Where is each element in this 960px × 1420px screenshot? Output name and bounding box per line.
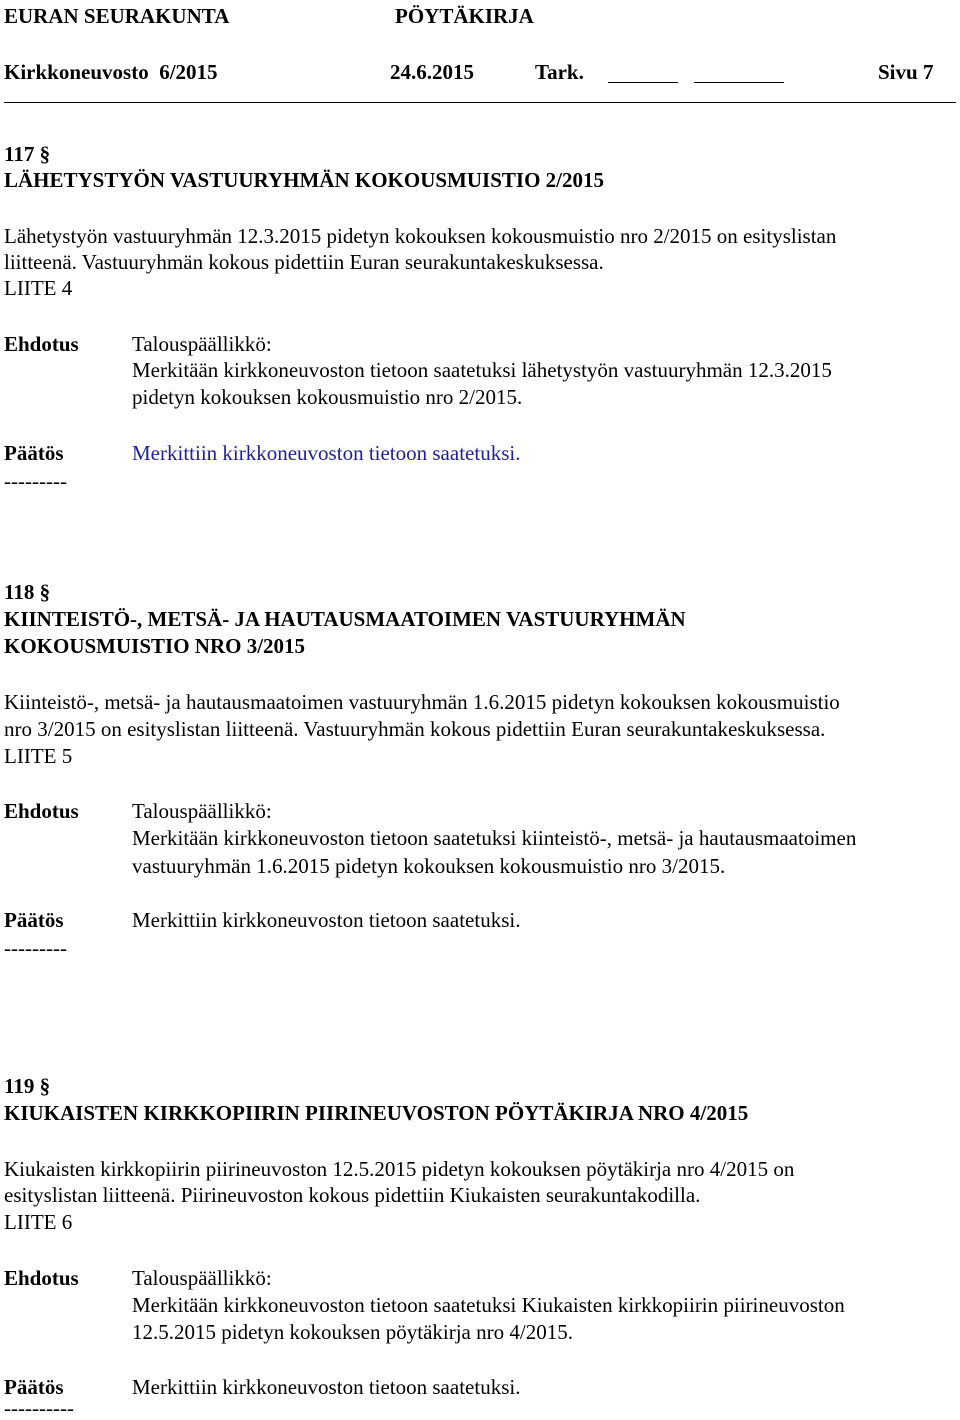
header-date: 24.6.2015 [390,60,474,84]
section-title: KIUKAISTEN KIRKKOPIIRIN PIIRINEUVOSTON PÖYTÄKIRJA NRO 4/2015 [4,1101,749,1125]
attachment-ref: LIITE 6 [4,1210,73,1234]
section-body-line: Kiinteistö-, metsä- ja hautausmaatoimen vastuuryhmän 1.6.2015 pidetyn kokouksen kokousmuistio [4,690,840,714]
header-body-number: Kirkkoneuvosto 6/2015 [4,60,218,84]
header-rule [4,102,956,103]
proposal-line: Merkitään kirkkoneuvoston tietoon saatetuksi lähetystyön vastuuryhmän 12.3.2015 [132,358,832,382]
section-number: 119 § [4,1074,51,1098]
section-body-line: liitteenä. Vastuuryhmän kokous pidettiin Euran seurakuntakeskuksessa. [4,250,604,274]
header-org: EURAN SEURAKUNTA [4,4,230,28]
section-title: LÄHETYSTYÖN VASTUURYHMÄN KOKOUSMUISTIO 2/2015 [4,168,604,192]
decision-text: Merkittiin kirkkoneuvoston tietoon saatetuksi. [132,1375,521,1399]
proposal-line: Merkitään kirkkoneuvoston tietoon saatetuksi Kiukaisten kirkkopiirin piirineuvoston [132,1293,845,1317]
header-checked-label: Tark. [535,60,584,84]
decision-label: Päätös [4,908,64,932]
header-doc-type: PÖYTÄKIRJA [395,4,534,28]
section-body-line: nro 3/2015 on esityslistan liitteenä. Vastuuryhmän kokous pidettiin Euran seurakuntakeskuksessa. [4,717,826,741]
proposal-label: Ehdotus [4,1266,79,1290]
section-separator: --------- [4,936,67,960]
section-number: 117 § [4,142,51,166]
proposer: Talouspäällikkö: [132,332,272,356]
section-body-line: Lähetystyön vastuuryhmän 12.3.2015 pidetyn kokouksen kokousmuistio nro 2/2015 on esityslistan [4,224,837,248]
proposer: Talouspäällikkö: [132,799,272,823]
proposal-line: vastuuryhmän 1.6.2015 pidetyn kokouksen kokousmuistio nro 3/2015. [132,854,726,878]
proposal-line: 12.5.2015 pidetyn kokouksen pöytäkirja nro 4/2015. [132,1320,573,1344]
decision-text: Merkittiin kirkkoneuvoston tietoon saatetuksi. [132,441,521,465]
section-number: 118 § [4,580,51,604]
proposal-label: Ehdotus [4,799,79,823]
header-page: Sivu 7 [878,60,934,84]
proposal-line: pidetyn kokouksen kokousmuistio nro 2/2015. [132,385,523,409]
section-title: KOKOUSMUISTIO NRO 3/2015 [4,634,306,658]
section-title: KIINTEISTÖ-, METSÄ- JA HAUTAUSMAATOIMEN VASTUURYHMÄN [4,607,686,631]
proposal-line: Merkitään kirkkoneuvoston tietoon saatetuksi kiinteistö-, metsä- ja hautausmaatoimen [132,826,857,850]
decision-label: Päätös [4,441,64,465]
attachment-ref: LIITE 4 [4,276,73,300]
section-separator: --------- [4,469,67,493]
checker-initials-blank-2 [694,60,784,90]
decision-label: Päätös [4,1375,64,1399]
section-separator: ---------- [4,1396,74,1420]
attachment-ref: LIITE 5 [4,744,73,768]
checker-initials-blank-1 [608,60,678,90]
proposer: Talouspäällikkö: [132,1266,272,1290]
section-body-line: esityslistan liitteenä. Piirineuvoston kokous pidettiin Kiukaisten seurakuntakodilla. [4,1183,701,1207]
decision-text: Merkittiin kirkkoneuvoston tietoon saatetuksi. [132,908,521,932]
section-body-line: Kiukaisten kirkkopiirin piirineuvoston 12.5.2015 pidetyn kokouksen pöytäkirja nro 4/2015 on [4,1157,795,1181]
proposal-label: Ehdotus [4,332,79,356]
